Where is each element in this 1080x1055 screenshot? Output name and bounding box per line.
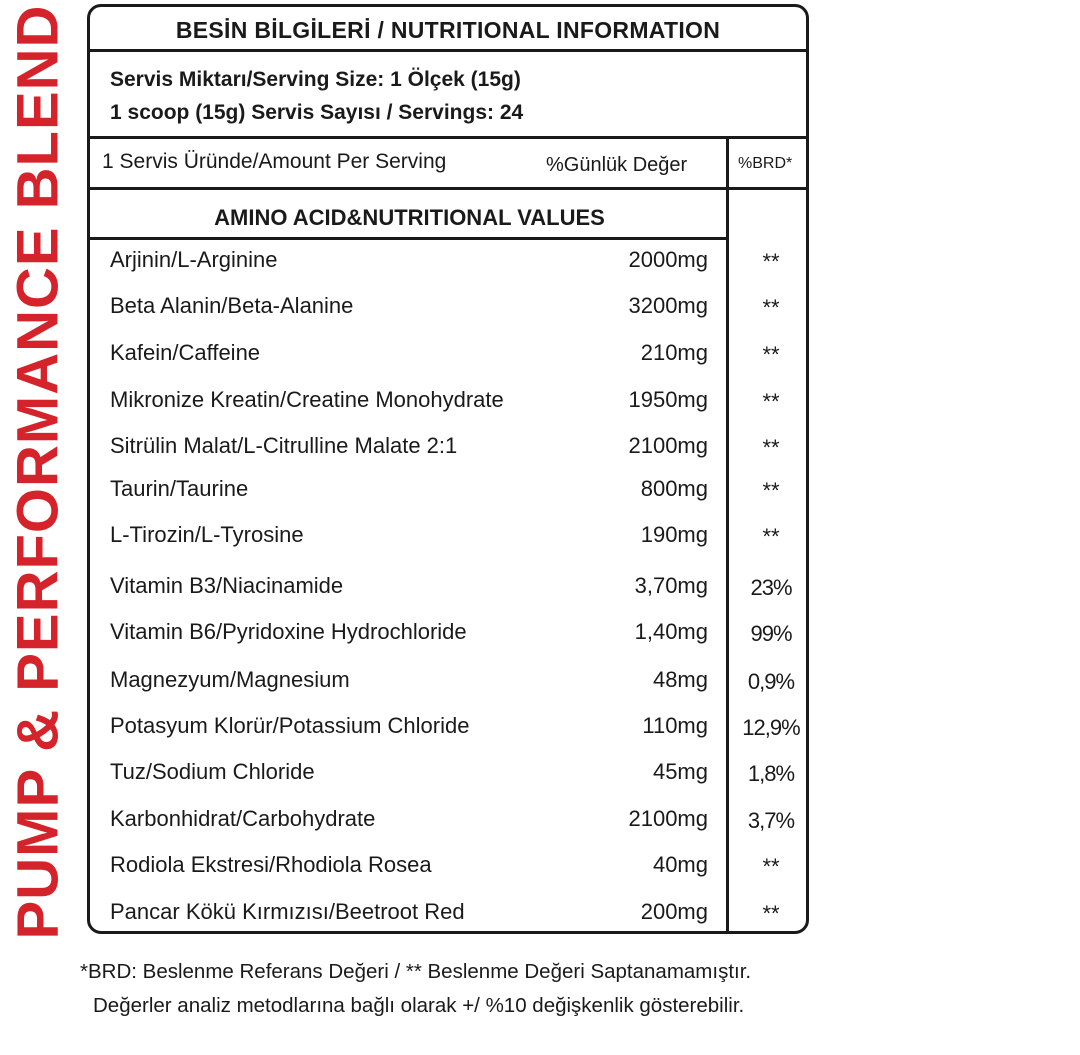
nutrient-amount: 40mg [652, 852, 708, 877]
table-row [90, 806, 806, 838]
nutrient-amount: 45mg [652, 759, 708, 784]
panel-title: BESİN BİLGİLERİ / NUTRITIONAL INFORMATION [175, 17, 721, 43]
nutrient-amount: 2100mg [628, 433, 708, 458]
footnote-brd: *BRD: Beslenme Referans Değeri / ** Beslenme Değeri Saptanamamıştır. [80, 960, 752, 983]
divider-serving [90, 136, 806, 139]
nutrient-name: Potasyum Klorür/Potassium Chloride [110, 713, 470, 738]
divider-section [90, 237, 729, 240]
divider-header [90, 187, 806, 190]
amount-per-serving-header: 1 Servis Üründe/Amount Per Serving [102, 150, 447, 173]
nutrient-amount: 210mg [640, 340, 708, 365]
nutrient-name: Tuz/Sodium Chloride [110, 759, 315, 784]
table-row [90, 713, 806, 745]
product-name-vertical: PUMP & PERFORMANCE BLEND [5, 4, 71, 940]
nutrient-dv: 0,9% [747, 669, 795, 694]
nutrient-name: Pancar Kökü Kırmızısı/Beetroot Red [110, 899, 465, 924]
table-row [90, 899, 806, 931]
nutrient-amount: 3,70mg [634, 573, 708, 598]
nutrient-dv: ** [762, 901, 780, 926]
table-row [90, 387, 806, 419]
serving-size: Servis Miktarı/Serving Size: 1 Ölçek (15g) [110, 68, 521, 91]
nutrient-name: Beta Alanin/Beta-Alanine [110, 293, 354, 318]
footnote-variance: Değerler analiz metodlarına bağlı olarak +/ %10 değişkenlik gösterebilir. [93, 994, 745, 1017]
nutrient-name: Rodiola Ekstresi/Rhodiola Rosea [110, 852, 432, 877]
nutrient-dv: 23% [750, 575, 792, 600]
nutrient-name: Kafein/Caffeine [110, 340, 261, 365]
nutrient-amount: 1,40mg [634, 619, 708, 644]
nutrient-name: Vitamin B6/Pyridoxine Hydrochloride [110, 619, 467, 644]
nutrient-dv: ** [762, 249, 780, 274]
nutrient-dv: ** [762, 342, 780, 367]
nutrient-name: Mikronize Kreatin/Creatine Monohydrate [110, 387, 504, 412]
table-row [90, 293, 806, 325]
servings-count: 1 scoop (15g) Servis Sayısı / Servings: 24 [110, 101, 524, 124]
nutrient-amount: 3200mg [628, 293, 708, 318]
nutrient-amount: 1950mg [628, 387, 708, 412]
nutrient-dv: ** [762, 524, 780, 549]
nutrient-name: Magnezyum/Magnesium [110, 667, 350, 692]
table-row [90, 476, 806, 508]
nutrient-amount: 2000mg [628, 247, 708, 272]
table-row [90, 619, 806, 651]
nutrient-amount: 190mg [640, 522, 708, 547]
table-row [90, 573, 806, 605]
table-row [90, 852, 806, 884]
nutrient-amount: 2100mg [628, 806, 708, 831]
nutrient-name: Sitrülin Malat/L-Citrulline Malate 2:1 [110, 433, 458, 458]
nutrient-name: Karbonhidrat/Carbohydrate [110, 806, 376, 831]
nutrient-dv: ** [762, 435, 780, 460]
nutrient-dv: 3,7% [747, 808, 795, 833]
nutrient-amount: 800mg [640, 476, 708, 501]
nutrient-dv: 99% [750, 621, 792, 646]
nutrient-dv: 1,8% [747, 761, 795, 786]
divider-title [90, 49, 806, 52]
nutrient-dv: ** [762, 295, 780, 320]
brd-header: %BRD* [738, 155, 793, 172]
nutrient-name: Vitamin B3/Niacinamide [110, 573, 344, 598]
table-row [90, 247, 806, 279]
nutrient-amount: 48mg [652, 667, 708, 692]
nutrient-amount: 110mg [642, 713, 708, 738]
table-row [90, 667, 806, 699]
nutrient-name: Arjinin/L-Arginine [110, 247, 278, 272]
nutrient-dv: ** [762, 854, 780, 879]
nutrient-dv: 12,9% [742, 715, 800, 740]
table-row [90, 522, 806, 554]
nutrient-dv: ** [762, 389, 780, 414]
table-row [90, 340, 806, 372]
daily-value-header: %Günlük Değer [546, 154, 688, 176]
section-title: AMINO ACID&NUTRITIONAL VALUES [214, 205, 605, 230]
table-row [90, 433, 806, 465]
nutrient-name: L-Tirozin/L-Tyrosine [110, 522, 304, 547]
nutrient-dv: ** [762, 478, 780, 503]
nutrient-name: Taurin/Taurine [110, 476, 249, 501]
nutrition-facts-panel [87, 4, 809, 934]
table-row [90, 759, 806, 791]
nutrient-amount: 200mg [640, 899, 708, 924]
